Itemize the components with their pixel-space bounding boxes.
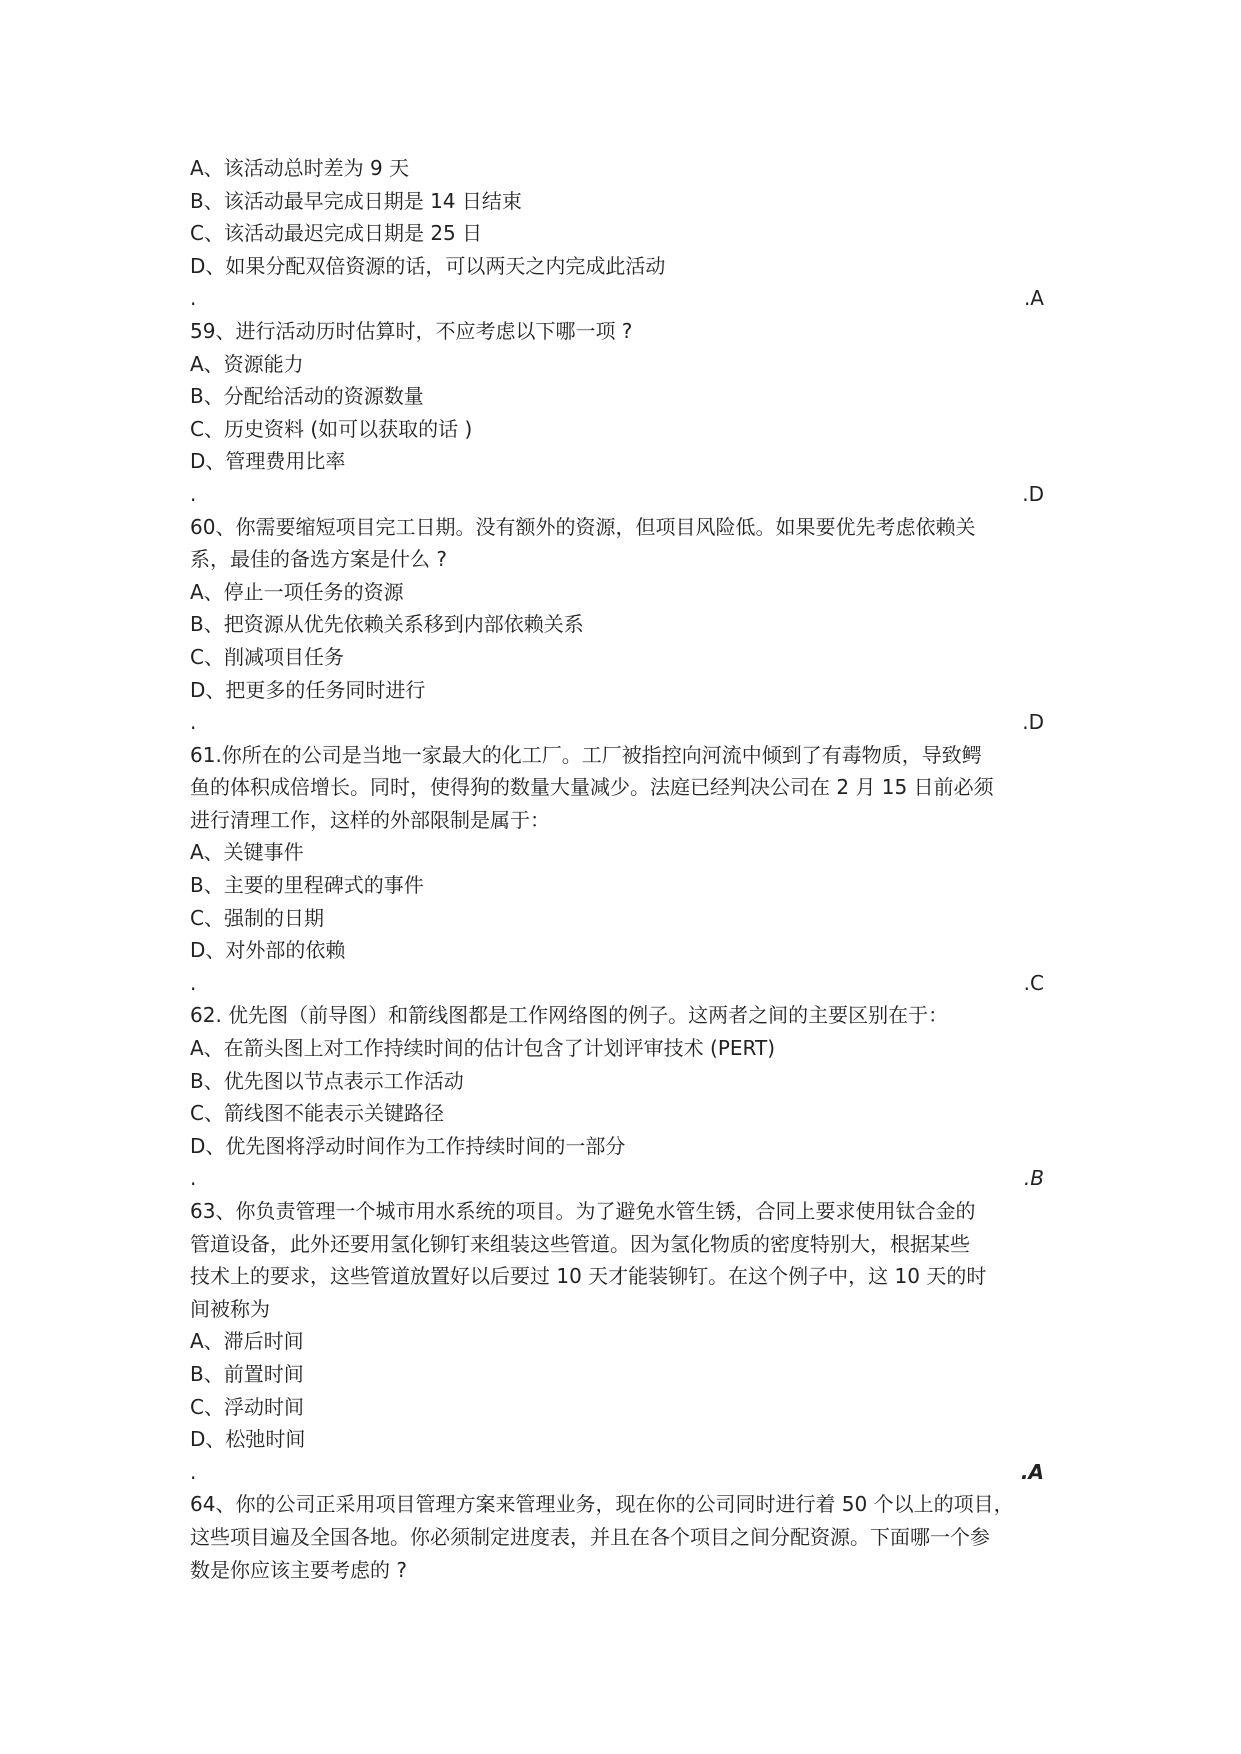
option-text: C、强制的日期 [190,905,324,930]
question-list [190,152,1050,1586]
option-text: B、主要的里程碑式的事件 [190,873,424,898]
question-text: 间被称为 [190,1296,270,1321]
answer-dot: . [190,970,197,995]
option-text: C、历史资料 (如可以获取的话 ) [190,416,473,441]
answer-row [190,967,1050,1000]
option-text: B、分配给活动的资源数量 [190,384,424,409]
answer-value: .C [1023,970,1044,995]
question-text: 59、进行活动历时估算时，不应考虑以下哪一项 ? [190,318,633,343]
answer-dot: . [190,286,197,311]
answer-row [190,1456,1050,1489]
question-text: 63、你负责管理一个城市用水系统的项目。为了避免水管生锈，合同上要求使用钛合金的 [190,1199,976,1223]
option-text: C、浮动时间 [190,1394,304,1419]
answer-value: .A [1023,286,1044,311]
option-text: A、在箭头图上对工作持续时间的估计包含了计划评审技术 (PERT) [190,1036,775,1061]
answer-row [190,478,1050,511]
option-text: C、箭线图不能表示关键路径 [190,1101,444,1126]
question-text: 62. 优先图（前导图）和箭线图都是工作网络图的例子。这两者之间的主要区别在于： [190,1003,949,1028]
option-text: D、优先图将浮动时间作为工作持续时间的一部分 [190,1133,626,1158]
answer-value: .A [1020,1459,1044,1484]
answer-dot: . [190,1459,197,1484]
answer-dot: . [190,481,197,506]
answer-row [190,706,1050,739]
answer-row [190,282,1050,315]
option-text: A、该活动总时差为 9 天 [190,156,410,180]
option-text: D、松弛时间 [190,1427,306,1452]
option-text: B、前置时间 [190,1361,304,1386]
option-text: D、对外部的依赖 [190,938,346,963]
question-text: 进行清理工作，这样的外部限制是属于： [190,807,550,832]
question-text: 60、你需要缩短项目完工日期。没有额外的资源，但项目风险低。如果要优先考虑依赖关 [190,514,976,539]
question-text: 这些项目遍及全国各地。你必须制定进度表，并且在各个项目之间分配资源。下面哪一个参 [190,1524,990,1549]
question-text: 64、你的公司正采用项目管理方案来管理业务，现在你的公司同时进行着 50 个以上的项目， [190,1492,1014,1517]
question-text: 数是你应该主要考虑的 ? [190,1557,407,1582]
question-text: 管道设备，此外还要用氢化铆钉来组装这些管道。因为氢化物质的密度特别大，根据某些 [190,1231,970,1256]
option-text: B、该活动最早完成日期是 14 日结束 [190,188,522,213]
answer-value: .D [1022,481,1044,506]
option-text: C、削减项目任务 [190,644,344,669]
question-text: 系，最佳的备选方案是什么 ? [190,547,447,572]
answer-dot: . [190,1166,197,1191]
answer-value: .B [1023,1166,1044,1191]
option-text: B、把资源从优先依赖关系移到内部依赖关系 [190,612,584,637]
option-text: B、优先图以节点表示工作活动 [190,1068,464,1093]
option-text: C、该活动最迟完成日期是 25 日 [190,221,483,246]
option-text: A、资源能力 [190,351,304,376]
option-text: D、如果分配双倍资源的话，可以两天之内完成此活动 [190,253,666,278]
option-text: D、管理费用比率 [190,449,346,474]
option-text: A、滞后时间 [190,1329,304,1354]
option-text: A、关键事件 [190,840,304,865]
answer-value: .D [1022,710,1044,735]
question-text: 61.你所在的公司是当地一家最大的化工厂。工厂被指控向河流中倾到了有毒物质，导致鳄 [190,742,982,767]
option-text: A、停止一项任务的资源 [190,579,404,604]
answer-dot: . [190,710,197,735]
question-text: 技术上的要求，这些管道放置好以后要过 10 天才能装铆钉。在这个例子中，这 10 天的时 [190,1264,987,1289]
answer-row [190,1162,1050,1195]
option-text: D、把更多的任务同时进行 [190,677,426,702]
question-text: 鱼的体积成倍增长。同时，使得狗的数量大量减少。法庭已经判决公司在 2 月 15 日前必须 [190,775,994,800]
